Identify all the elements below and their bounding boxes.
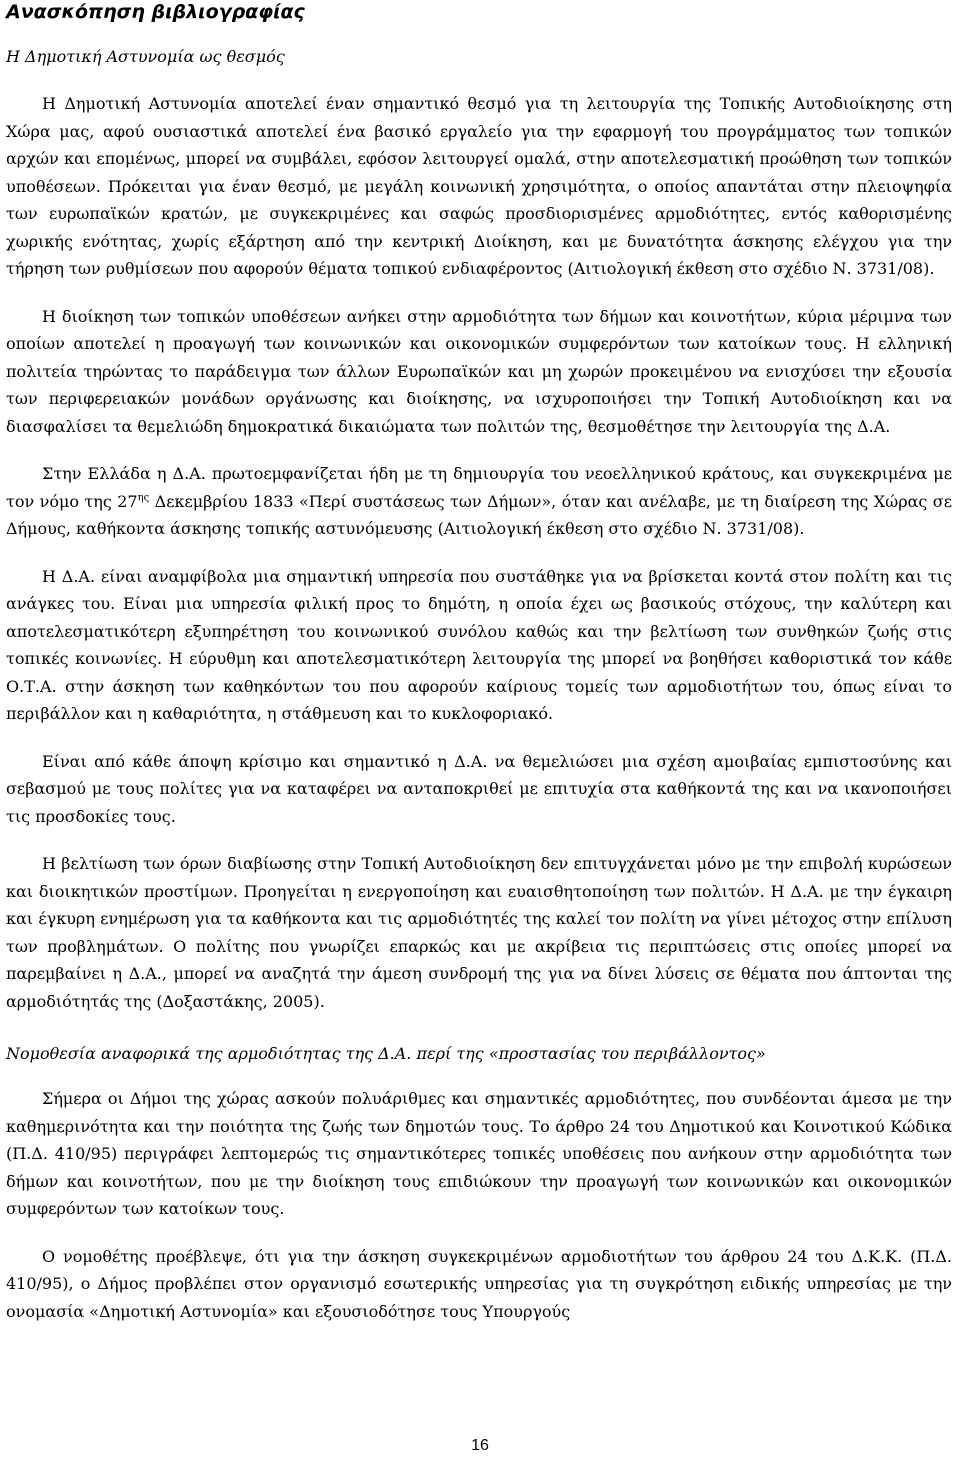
ordinal-superscript: ης bbox=[137, 492, 150, 504]
paragraph-3-text-b: Δεκεμβρίου 1833 «Περί συστάσεως των Δήμων», όταν και ανέλαβε, με τη διαίρεση της Χώρας σε Δήμους, καθήκοντα άσκησης τοπικής αστυνόμευσης (Αιτιολογική έκθεση στο σχέδιο Ν. 3731/08). bbox=[6, 491, 953, 538]
paragraph-4: Η Δ.Α. είναι αναμφίβολα μια σημαντική υπηρεσία που συστάθηκε για να βρίσκεται κοντά στον πολίτη και τις ανάγκες του. Είναι μια υπηρεσία φιλική προς το δημότη, η οποία έχει ως βασικούς στόχους, την καλύτερη και αποτελεσματικότερη εξυπηρέτηση του κοινωνικού συνόλου καθώς και την βελτίωση των συνθηκών ζωής στις τοπικές κοινωνίες. Η εύρυθμη και αποτελεσματικότερη λειτουργία της μπορεί να βοηθήσει καθοριστικά τον κάθε Ο.Τ.Α. στην άσκηση των καθηκόντων του που αφορούν καίριους τομείς των αρμοδιοτήτων του, όπως είναι το περιβάλλον και η καθαριότητα, η στάθμευση και το κυκλοφοριακό. bbox=[6, 566, 952, 723]
paragraph-2: Η διοίκηση των τοπικών υποθέσεων ανήκει στην αρμοδιότητα των δήμων και κοινοτήτων, κύρια μέριμνα των οποίων αποτελεί η προαγωγή των κοινωνικών και οικονομικών συμφερόντων των κατοίκων τους. Η ελληνική πολιτεία τηρώντας το παράδειγμα των άλλων Ευρωπαϊκών και μη χωρών προκειμένου να ενισχύσει την εξουσία των περιφερειακών μονάδων οργάνωσης και διοίκησης, να ισχυροποιήσει την Τοπική Αυτοδιοίκηση και να διασφαλίσει τα θεμελιώδη δημοκρατικά δικαιώματα των πολιτών της, θεσμοθέτησε την λειτουργία της Δ.Α. bbox=[6, 306, 952, 436]
paragraph-1: Η Δημοτική Αστυνομία αποτελεί έναν σημαντικό θεσμό για τη λειτουργία της Τοπικής Αυτοδιοίκησης στη Χώρα μας, αφού ουσιαστικά αποτελεί ένα βασικό εργαλείο για την εφαρμογή του προγράμματος των τοπικών αρχών και επομένως, μπορεί να συμβάλει, εφόσον λειτουργεί ομαλά, στην αποτελεσματική προώθηση των τοπικών υποθέσεων. Πρόκειται για έναν θεσμό, με μεγάλη κοινωνική χρησιμότητα, ο οποίος απαντάται στην πλειοψηφία των ευρωπαϊκών κρατών, με συγκεκριμένες και σαφώς προσδιορισμένες αρμοδιότητες, εντός καθορισμένης χωρικής ενότητας, χωρίς εξάρτηση από την κεντρική Διοίκηση, και με δυνατότητα άσκησης ελέγχου για την τήρηση των ρυθμίσεων που αφορούν θέματα τοπικού ενδιαφέροντος (Αιτιολογική έκθεση στο σχέδιο Ν. 3731/08). bbox=[6, 94, 952, 278]
paragraph-3-text-a: Στην Ελλάδα η Δ.Α. πρωτοεμφανίζεται ήδη με τη δημιουργία του νεοελληνικού κράτους, και συγκεκριμένα με τον νόμο της 27 bbox=[6, 464, 952, 511]
section-heading: Ανασκόπηση βιβλιογραφίας bbox=[6, 1, 305, 23]
paragraph-7: Σήμερα οι Δήμοι της χώρας ασκούν πολυάριθμες και σημαντικές αρμοδιότητες, που συνδέονται άμεσα με την καθημερινότητα και την ποιότητα της ζωής των δημοτών τους. Το άρθρο 24 του Δημοτικού και Κοινοτικού Κώδικα (Π.Δ. 410/95) περιγράφει λεπτομερώς τις σημαντικότερες τοπικές υποθέσεις που ανήκουν στην αρμοδιότητα των δήμων και κοινοτήτων, που με την διοίκηση τους επιδιώκουν την προαγωγή των κοινωνικών και οικονομικών συμφερόντων των κατοίκων τους. bbox=[6, 1089, 952, 1218]
paragraph-8: Ο νομοθέτης προέβλεψε, ότι για την άσκηση συγκεκριμένων αρμοδιοτήτων του άρθρου 24 του Δ.Κ.Κ. (Π.Δ. 410/95), ο Δήμος προβλέπει στον οργανισμό εσωτερικής υπηρεσίας για τη συγκρότηση ειδικής υπηρεσίας με την ονομασία «Δημοτική Αστυνομία» και εξουσιοδότησε τους Υπουργούς bbox=[6, 1246, 952, 1321]
paragraph-3 bbox=[6, 460, 952, 543]
paragraph-5: Είναι από κάθε άποψη κρίσιμο και σημαντικό η Δ.Α. να θεμελιώσει μια σχέση αμοιβαίας εμπιστοσύνης και σεβασμού με τους πολίτες για να καταφέρει να ανταποκριθεί με επιτυχία στα καθήκοντά της και να ικανοποιήσει τις προσδοκίες τους. bbox=[6, 751, 952, 826]
subsection-heading-institution: Η Δημοτική Αστυνομία ως θεσμός bbox=[6, 47, 285, 66]
page-number: 16 bbox=[471, 1437, 489, 1454]
paragraph-6: Η βελτίωση των όρων διαβίωσης στην Τοπική Αυτοδιοίκηση δεν επιτυγχάνεται μόνο με την επιβολή κυρώσεων και διοικητικών προστίμων. Προηγείται η ενεργοποίηση και ευαισθητοποίηση των πολιτών. Η Δ.Α. με την έγκαιρη και έγκυρη ενημέρωση για τα καθήκοντα και τις αρμοδιότητές της καλεί τον πολίτη να γίνει μέτοχος στην επίλυση των προβλημάτων. Ο πολίτης που γνωρίζει επαρκώς και με ακρίβεια τις περιπτώσεις στις οποίες μπορεί να παρεμβαίνει η Δ.Α., μπορεί να αναζητά την άμεση συνδρομή της για να δίνει λύσεις σε θέματα που άπτονται της αρμοδιότητάς της (Δοξαστάκης, 2005). bbox=[6, 854, 952, 1011]
subsection-heading-legislation: Νομοθεσία αναφορικά της αρμοδιότητας της Δ.Α. περί της «προστασίας του περιβάλλοντος» bbox=[6, 1044, 766, 1063]
